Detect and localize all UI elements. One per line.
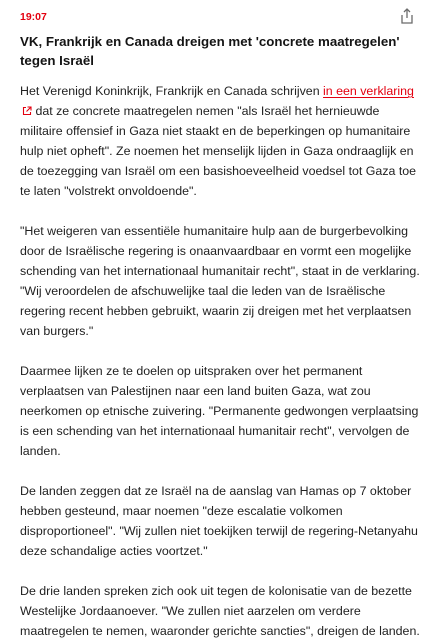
post-header (20, 0, 422, 32)
paragraph-4: De landen zeggen dat ze Israël na de aanslag van Hamas op 7 oktober hebben gesteund, maar noemen "deze escalatie volkomen disproportioneel". "Wij zullen niet toekijken terwijl de regering-Netanyahu deze schandalige acties voortzet." (20, 484, 418, 558)
statement-link-label: in een verklaring (323, 84, 414, 98)
post-title: VK, Frankrijk en Canada dreigen met 'concrete maatregelen' tegen Israël (20, 34, 400, 68)
paragraph-1-rest: dat ze concrete maatregelen nemen "als Israël het hernieuwde militaire offensief in Gaza niet staakt en de beperkingen op humanitaire hulp niet opheft". Ze noemen het menselijk lijden in Gaza ondraaglijk en de toezegging van Israël om een basishoeveelheid voedsel tot Gaza toe te laten "volstrekt onvoldoende". (20, 104, 417, 198)
paragraph-1-lead: Het Verenigd Koninkrijk, Frankrijk en Canada schrijven (20, 84, 324, 98)
share-icon (400, 8, 414, 24)
paragraph-1 (20, 81, 422, 201)
paragraph-3: Daarmee lijken ze te doelen op uitspraken over het permanent verplaatsen van Palestijnen naar een land buiten Gaza, wat zou neerkomen op etnische zuivering. "Permanente gedwongen verplaatsing is een schending van het internationaal humanitair recht", vervolgen de landen. (20, 364, 419, 458)
paragraph-5: De drie landen spreken zich ook uit tegen de kolonisatie van de bezette Westelijke Jordaanoever. "We zullen niet aarzelen om verdere maatregelen te nemen, waaronder gerichte sancties", dreigen de landen. (20, 584, 420, 638)
external-link-icon (22, 106, 32, 116)
post-timestamp: 19:07 (20, 11, 47, 23)
share-button[interactable] (400, 8, 414, 24)
paragraph-2: "Het weigeren van essentiële humanitaire hulp aan de burgerbevolking door de Israëlische regering is onaanvaardbaar en vormt een mogelijke schending van het internationaal humanitair recht", staat in de verklaring. "Wij veroordelen de afschuwelijke taal die leden van de Israëlische regering recent hebben gebruikt, waarin zij dreigen met het verplaatsen van burgers." (20, 224, 420, 338)
